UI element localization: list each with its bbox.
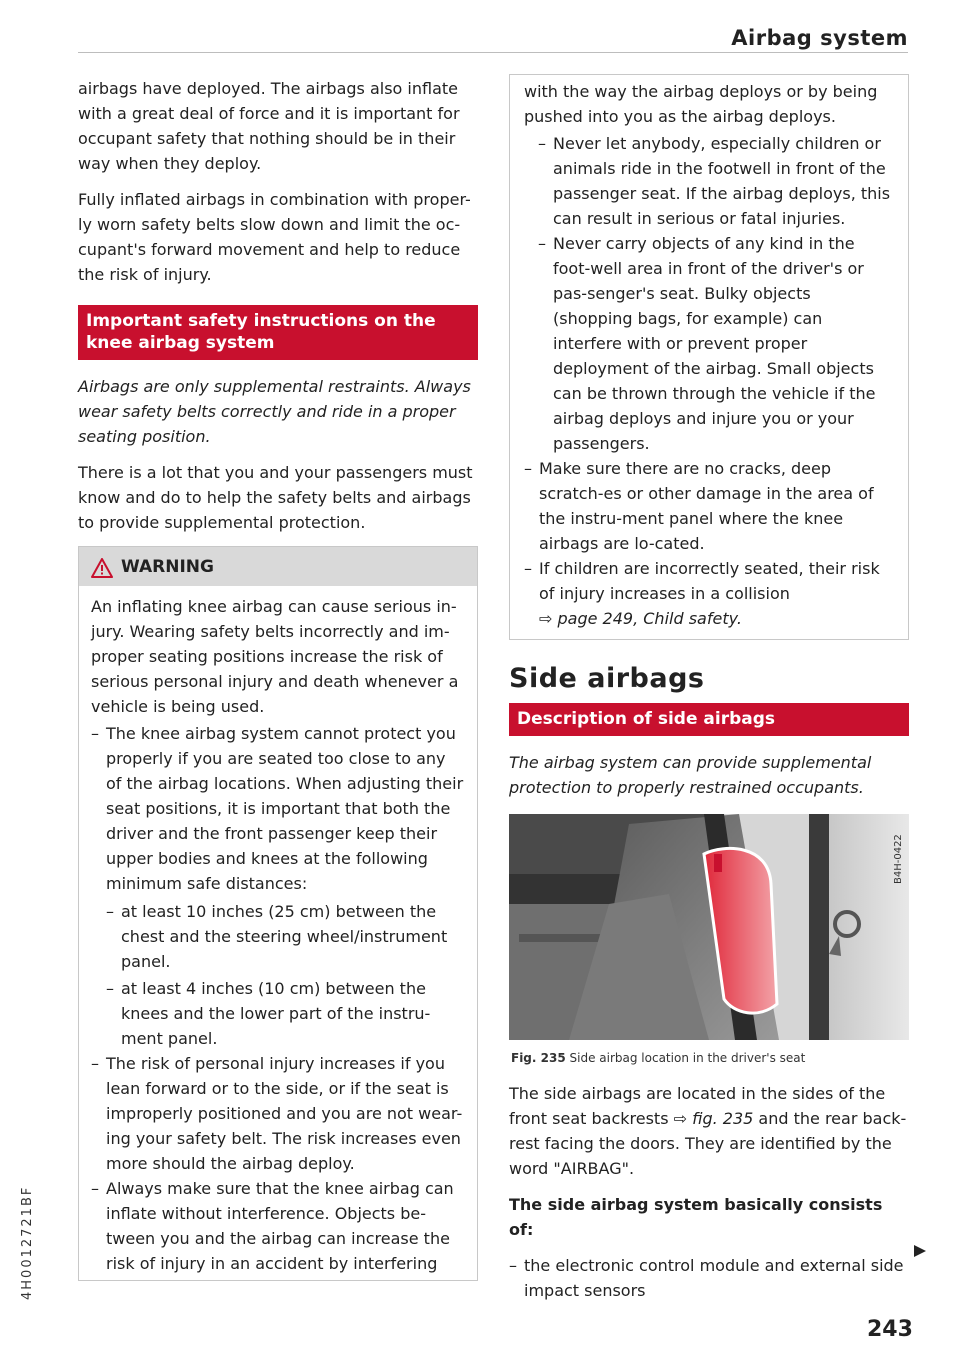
bold-paragraph: The side airbag system basically consists of: [509,1195,883,1239]
sub-list [106,899,465,1051]
warning-header [79,547,477,586]
paragraph-side-airbags-location [509,1081,909,1181]
list-item [524,556,894,631]
figure [509,814,909,1081]
figure-caption-text: Side airbag location in the driver's seat [569,1051,806,1065]
list-item: – Make sure there are no cracks, deep scratch-es or other damage in the area of the instru-ment panel where the knee airbags are lo-cated. [524,456,894,556]
right-column [509,76,909,1303]
list-item [91,721,465,1051]
list-item: – Never let anybody, especially children or animals ride in the footwell in front of the passenger seat. If the airbag deploys, this can result in serious or fatal injuries. [538,131,894,231]
continuation-list [524,131,894,456]
list-item: – The risk of personal injury increases if you lean forward or to the side, or if the seat is improperly positioned and you are not wear-ing your safety belt. The risk increases even more should the airbag deploy. [91,1051,465,1176]
figure-235-link[interactable]: ⇨ fig. 235 [673,1109,754,1128]
paragraph-airbags-deployed: airbags have deployed. The airbags also inflate with a great deal of force and it is important for occupant safety that nothing should be in their way when they deploy. [78,79,460,173]
list-item: – at least 10 inches (25 cm) between the chest and the steering wheel/instrument panel. [106,899,465,974]
figure-caption [509,1040,909,1081]
big-heading-side-airbags: Side airbags [509,663,705,694]
child-safety-link[interactable]: ⇨ page 249, Child safety. [539,609,742,628]
figure-label: Fig. 235 [511,1051,566,1065]
warning-body [79,586,477,1280]
paragraph-text: The side airbags are located in the sides of the front seat backrests [509,1084,886,1128]
warning-list [91,721,465,1276]
header-title: Airbag system [731,26,908,50]
warning-paragraph: An inflating knee airbag can cause serious in-jury. Wearing safety belts incorrectly and im-proper seating positions increase the risk of serious personal injury and death whenever a vehicle is being used. [91,597,459,716]
list-item: – at least 4 inches (10 cm) between the knees and the lower part of the instru-ment panel. [106,976,465,1051]
header-rule [78,52,908,53]
section-intro: The airbag system can provide supplemental protection to properly restrained occupants. [509,753,872,797]
warning-box [78,546,478,1281]
section-intro: Airbags are only supplemental restraints. Always wear safety belts correctly and ride in a proper seating position. [78,377,471,446]
paragraph-text: and the rear back-rest facing the doors. They are identified by the word "AIRBAG". [509,1109,907,1178]
left-column [78,76,478,1281]
warning-title: WARNING [121,557,214,577]
side-airbag-illustration [509,814,909,1040]
paragraph-fully-inflated: Fully inflated airbags in combination with proper-ly worn safety belts slow down and limit the oc-cupant's forward movement and help to reduce the risk of injury. [78,190,471,284]
list-item: – the electronic control module and external side impact sensors [509,1253,909,1303]
warning-triangle-icon [91,558,113,578]
continuation-paragraph: with the way the airbag deploys or by being pushed into you as the airbag deploys. [524,82,878,126]
page-number: 243 [867,1317,913,1342]
list-item: – Never carry objects of any kind in the foot-well area in front of the driver's or pas-senger's seat. Bulky objects (shopping bags, for example) can interfere with or prevent proper deployment of the airbag. Small objects can be thrown through the vehicle if the airbag deploys and injure you or your passengers. [538,231,894,456]
paragraph-passengers: There is a lot that you and your passengers must know and do to help the safety belts and airbags to provide supplemental protection. [78,463,473,532]
section-heading-knee-airbag: Important safety instructions on the knee airbag system [78,305,478,360]
list-item-text: If children are incorrectly seated, their risk of injury increases in a collision [539,559,880,603]
side-document-code: 4H0012721BF [20,1185,35,1300]
continuation-list-2 [524,456,894,631]
side-airbag-components-list [509,1253,909,1303]
warning-continuation-box [509,74,909,640]
list-item-text: The knee airbag system cannot protect you properly if you are seated too close to any of the airbag locations. When adjusting their seat positions, it is important that both the driver and the front passenger keep their upper bodies and knees at the following minimum safe distances: [106,724,464,893]
list-item: – Always make sure that the knee airbag can inflate without interference. Objects be-tween you and the airbag can increase the risk of injury in an accident by interfering [91,1176,465,1276]
section-heading-side-airbags: Description of side airbags [509,703,909,736]
figure-code: B4H-0422 [893,834,904,884]
continue-arrow-icon [914,1245,926,1257]
